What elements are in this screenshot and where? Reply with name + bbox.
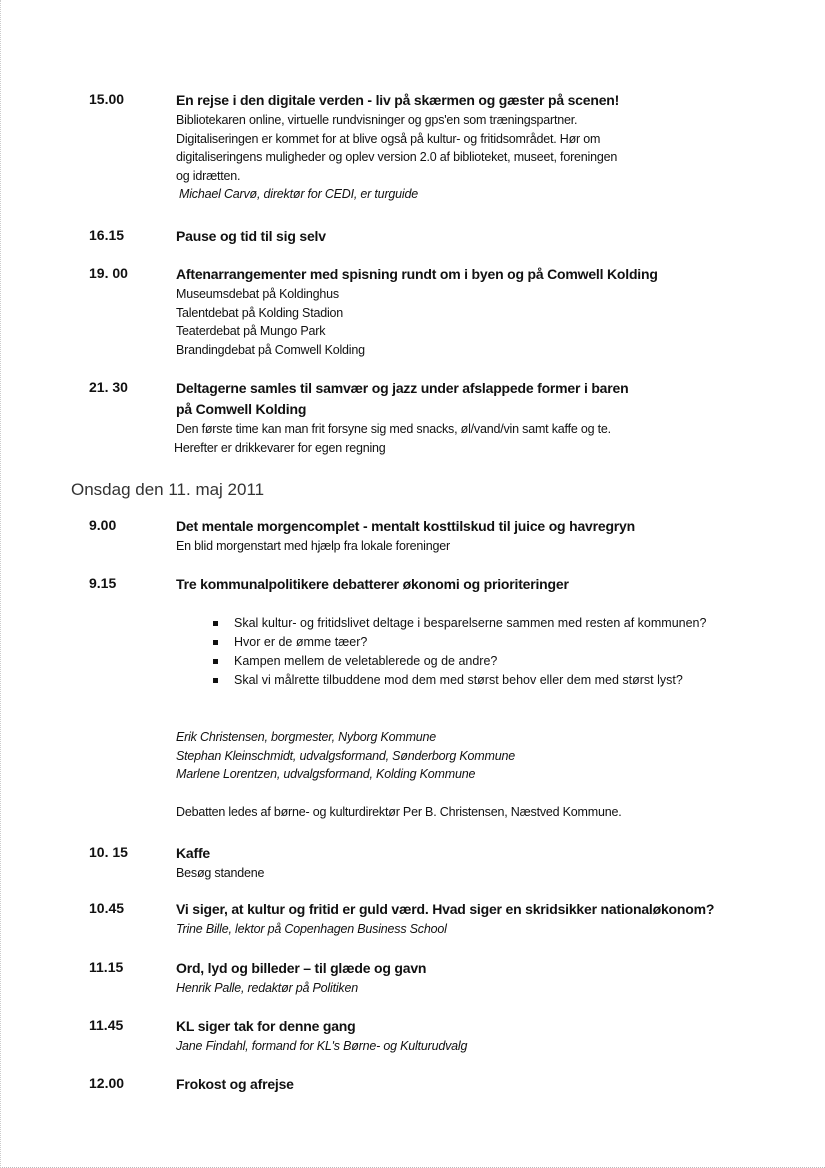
item-title: En rejse i den digitale verden - liv på skærmen og gæster på scenen! xyxy=(176,92,620,108)
item-time: 21. 30 xyxy=(89,379,128,395)
item-time: 9.00 xyxy=(89,517,117,533)
item-speaker: Jane Findahl, formand for KL's Børne- og Kulturudvalg xyxy=(176,1039,468,1053)
item-line: Talentdebat på Kolding Stadion xyxy=(176,305,344,320)
item-title: Kaffe xyxy=(176,845,211,861)
moderator-text: Debatten ledes af børne- og kulturdirektør Per B. Christensen, Næstved Kommune. xyxy=(176,805,622,819)
item-time: 9.15 xyxy=(89,575,117,591)
item-line: Den første time kan man frit forsyne sig med snacks, øl/vand/vin samt kaffe og te. xyxy=(176,422,611,436)
list-item: Kampen mellem de veletablerede og de andre? xyxy=(211,652,771,671)
item-line: Besøg standene xyxy=(176,866,265,880)
item-title-cont: på Comwell Kolding xyxy=(176,401,307,417)
item-time: 10.45 xyxy=(89,900,125,916)
speaker: Erik Christensen, borgmester, Nyborg Kommune xyxy=(176,730,437,744)
item-line: og idrætten. xyxy=(176,168,241,183)
item-line: Brandingdebat på Comwell Kolding xyxy=(176,342,365,357)
item-title: Vi siger, at kultur og fritid er guld værd. Hvad siger en skridsikker nationaløkonom? xyxy=(176,901,715,917)
list-item: Skal vi målrette tilbuddene mod dem med størst behov eller dem med størst lyst? xyxy=(211,671,771,690)
list-item: Skal kultur- og fritidslivet deltage i besparelserne sammen med resten af kommunen? xyxy=(211,614,771,633)
item-time: 11.15 xyxy=(89,959,124,975)
item-speaker: Trine Bille, lektor på Copenhagen Business School xyxy=(176,922,447,936)
item-line: digitaliseringens muligheder og oplev version 2.0 af biblioteket, museet, foreningen xyxy=(176,150,618,165)
speaker: Stephan Kleinschmidt, udvalgsformand, Sønderborg Kommune xyxy=(176,748,515,763)
item-time: 16.15 xyxy=(89,227,125,243)
item-time: 10. 15 xyxy=(89,844,128,860)
day-heading: Onsdag den 11. maj 2011 xyxy=(71,480,265,499)
item-time: 19. 00 xyxy=(89,265,128,281)
item-time: 15.00 xyxy=(89,91,125,107)
item-time: 12.00 xyxy=(89,1075,125,1091)
item-speaker: Henrik Palle, redaktør på Politiken xyxy=(176,981,358,995)
item-title: Tre kommunalpolitikere debatterer økonomi og prioriteringer xyxy=(176,576,569,592)
item-title: Aftenarrangementer med spisning rundt om i byen og på Comwell Kolding xyxy=(176,266,658,282)
item-line: Herefter er drikkevarer for egen regning xyxy=(174,440,386,455)
item-title: KL siger tak for denne gang xyxy=(176,1018,356,1034)
item-line: Digitaliseringen er kommet for at blive også på kultur- og fritidsområdet. Hør om xyxy=(176,131,601,146)
item-speaker: Michael Carvø, direktør for CEDI, er turguide xyxy=(179,187,418,202)
item-line: Teaterdebat på Mungo Park xyxy=(176,324,326,339)
item-title: Frokost og afrejse xyxy=(176,1076,294,1092)
list-item: Hvor er de ømme tæer? xyxy=(211,633,771,652)
item-line: En blid morgenstart med hjælp fra lokale foreninger xyxy=(176,539,450,553)
debate-questions-list xyxy=(211,614,771,690)
speaker: Marlene Lorentzen, udvalgsformand, Kolding Kommune xyxy=(176,767,476,782)
item-line: Museumsdebat på Koldinghus xyxy=(176,287,339,301)
item-time: 11.45 xyxy=(89,1017,124,1033)
item-title: Pause og tid til sig selv xyxy=(176,228,326,244)
item-line: Bibliotekaren online, virtuelle rundvisninger og gps'en som træningspartner. xyxy=(176,113,578,127)
item-title: Deltagerne samles til samvær og jazz under afslappede former i baren xyxy=(176,380,629,396)
item-title: Ord, lyd og billeder – til glæde og gavn xyxy=(176,960,427,976)
item-title: Det mentale morgencomplet - mentalt kosttilskud til juice og havregryn xyxy=(176,518,635,534)
